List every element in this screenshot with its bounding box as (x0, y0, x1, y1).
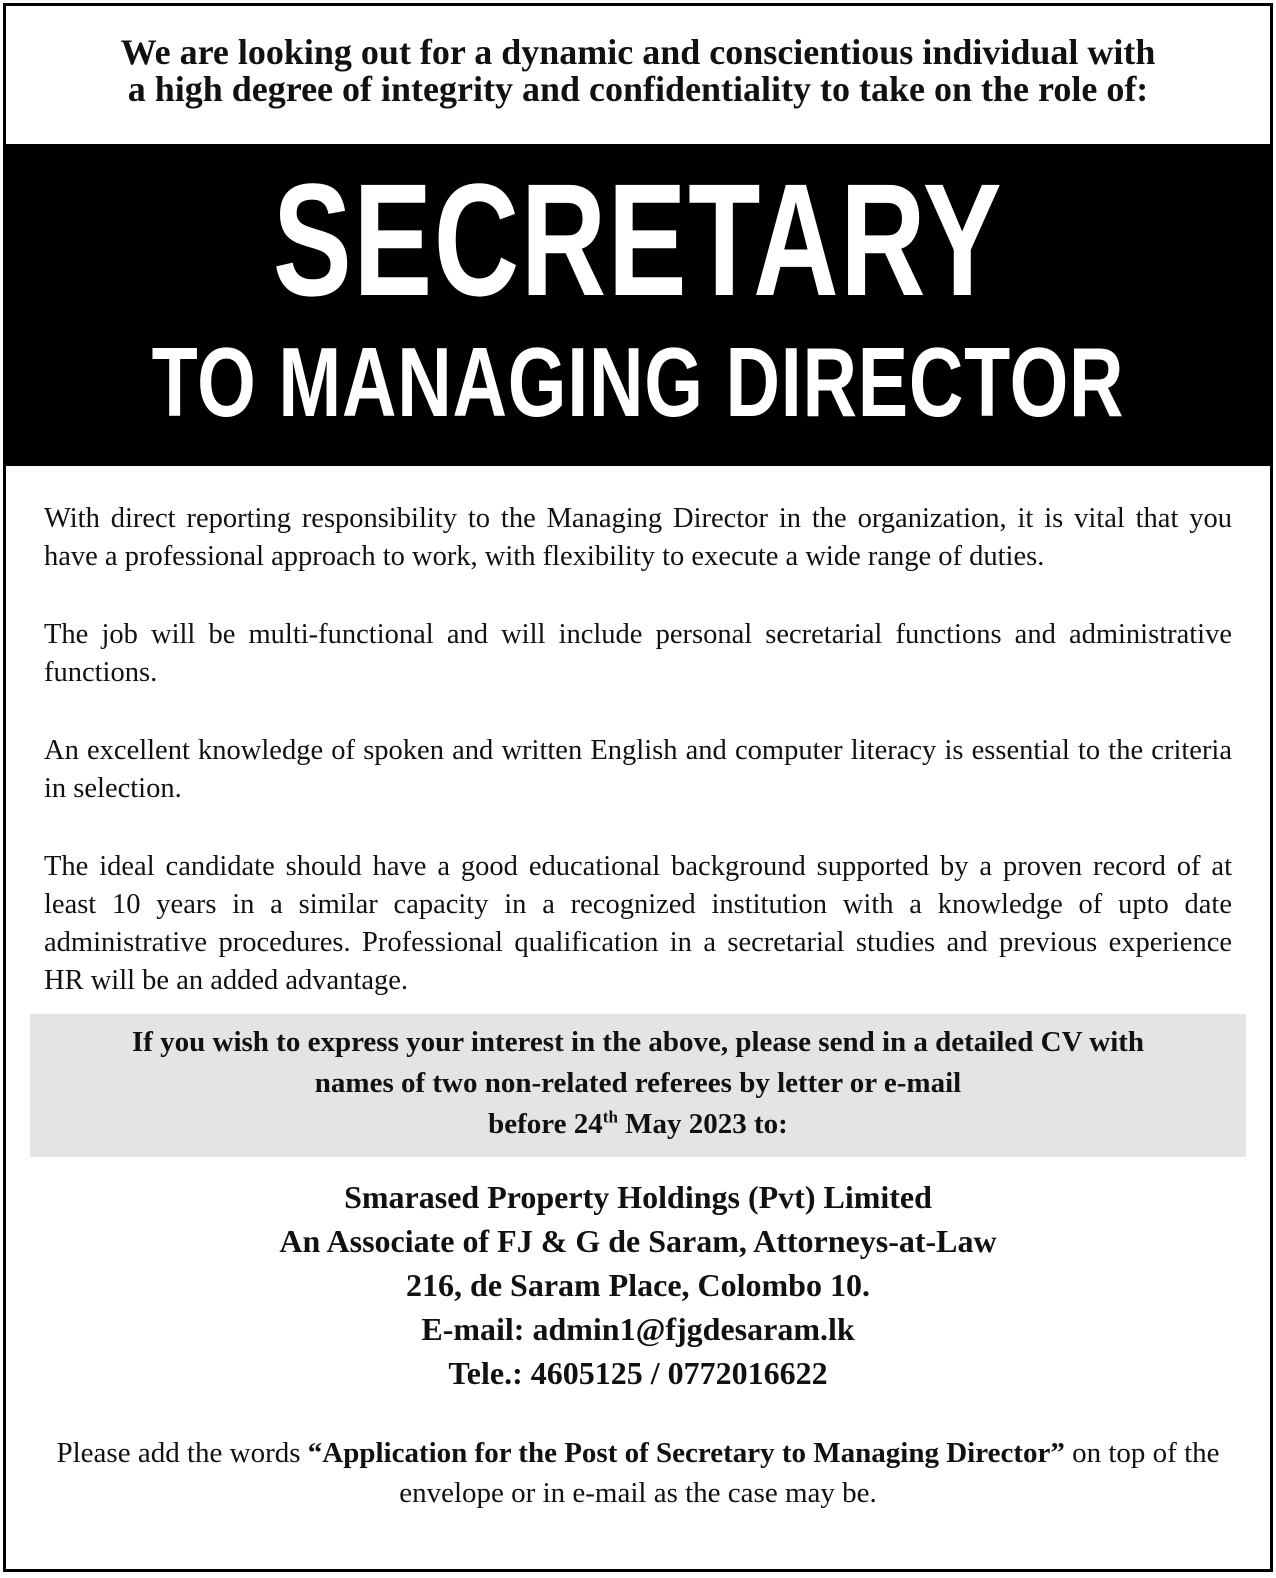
deadline-ordinal: th (602, 1107, 618, 1127)
deadline-suffix: May 2023 to: (617, 1108, 788, 1140)
title-banner (6, 144, 1270, 466)
application-instructions (30, 1014, 1246, 1157)
job-title: SECRETARY (272, 150, 1004, 329)
company-associate: An Associate of FJ & G de Saram, Attorneys-at-Law (279, 1223, 997, 1259)
note-prefix: Please add the words (56, 1437, 308, 1469)
job-description (6, 466, 1270, 1000)
job-advertisement (3, 3, 1273, 1572)
description-paragraph: With direct reporting responsibility to the Managing Director in the organization, it is vital that you have a professional approach to work, with flexibility to execute a wide range of duties. (44, 503, 1232, 572)
description-paragraph: An excellent knowledge of spoken and written English and computer literacy is essential to the criteria in selection. (44, 735, 1232, 804)
job-subtitle: TO MANAGING DIRECTOR (151, 327, 1125, 437)
envelope-note (6, 1395, 1270, 1513)
note-suffix: on top of the envelope or in e-mail as the case may be. (399, 1437, 1220, 1509)
note-quote: “Application for the Post of Secretary to Managing Director” (307, 1437, 1065, 1469)
deadline-prefix: before 24 (488, 1108, 603, 1140)
intro-line-2: a high degree of integrity and confidentiality to take on the role of: (127, 69, 1149, 109)
contact-block (6, 1157, 1270, 1395)
description-paragraph: The job will be multi-functional and will include personal secretarial functions and administrative functions. (44, 619, 1232, 688)
contact-email: E-mail: admin1@fjgdesaram.lk (421, 1311, 855, 1347)
apply-line-1: If you wish to express your interest in the above, please send in a detailed CV with (131, 1026, 1145, 1058)
contact-phone: Tele.: 4605125 / 0772016622 (448, 1355, 828, 1391)
company-address: 216, de Saram Place, Colombo 10. (406, 1267, 870, 1303)
apply-deadline (50, 1104, 1226, 1145)
intro-heading (6, 6, 1270, 144)
description-paragraph: The ideal candidate should have a good educational background supported by a proven record of at least 10 years in a similar capacity in a recognized institution with a knowledge of upto date administrative procedures. Professional qualification in a secretarial studies and previous experience HR will be an added advantage. (44, 851, 1232, 996)
apply-line-2: names of two non-related referees by letter or e-mail (314, 1067, 962, 1099)
company-name: Smarased Property Holdings (Pvt) Limited (344, 1179, 932, 1215)
intro-line-1: We are looking out for a dynamic and conscientious individual with (120, 32, 1156, 72)
